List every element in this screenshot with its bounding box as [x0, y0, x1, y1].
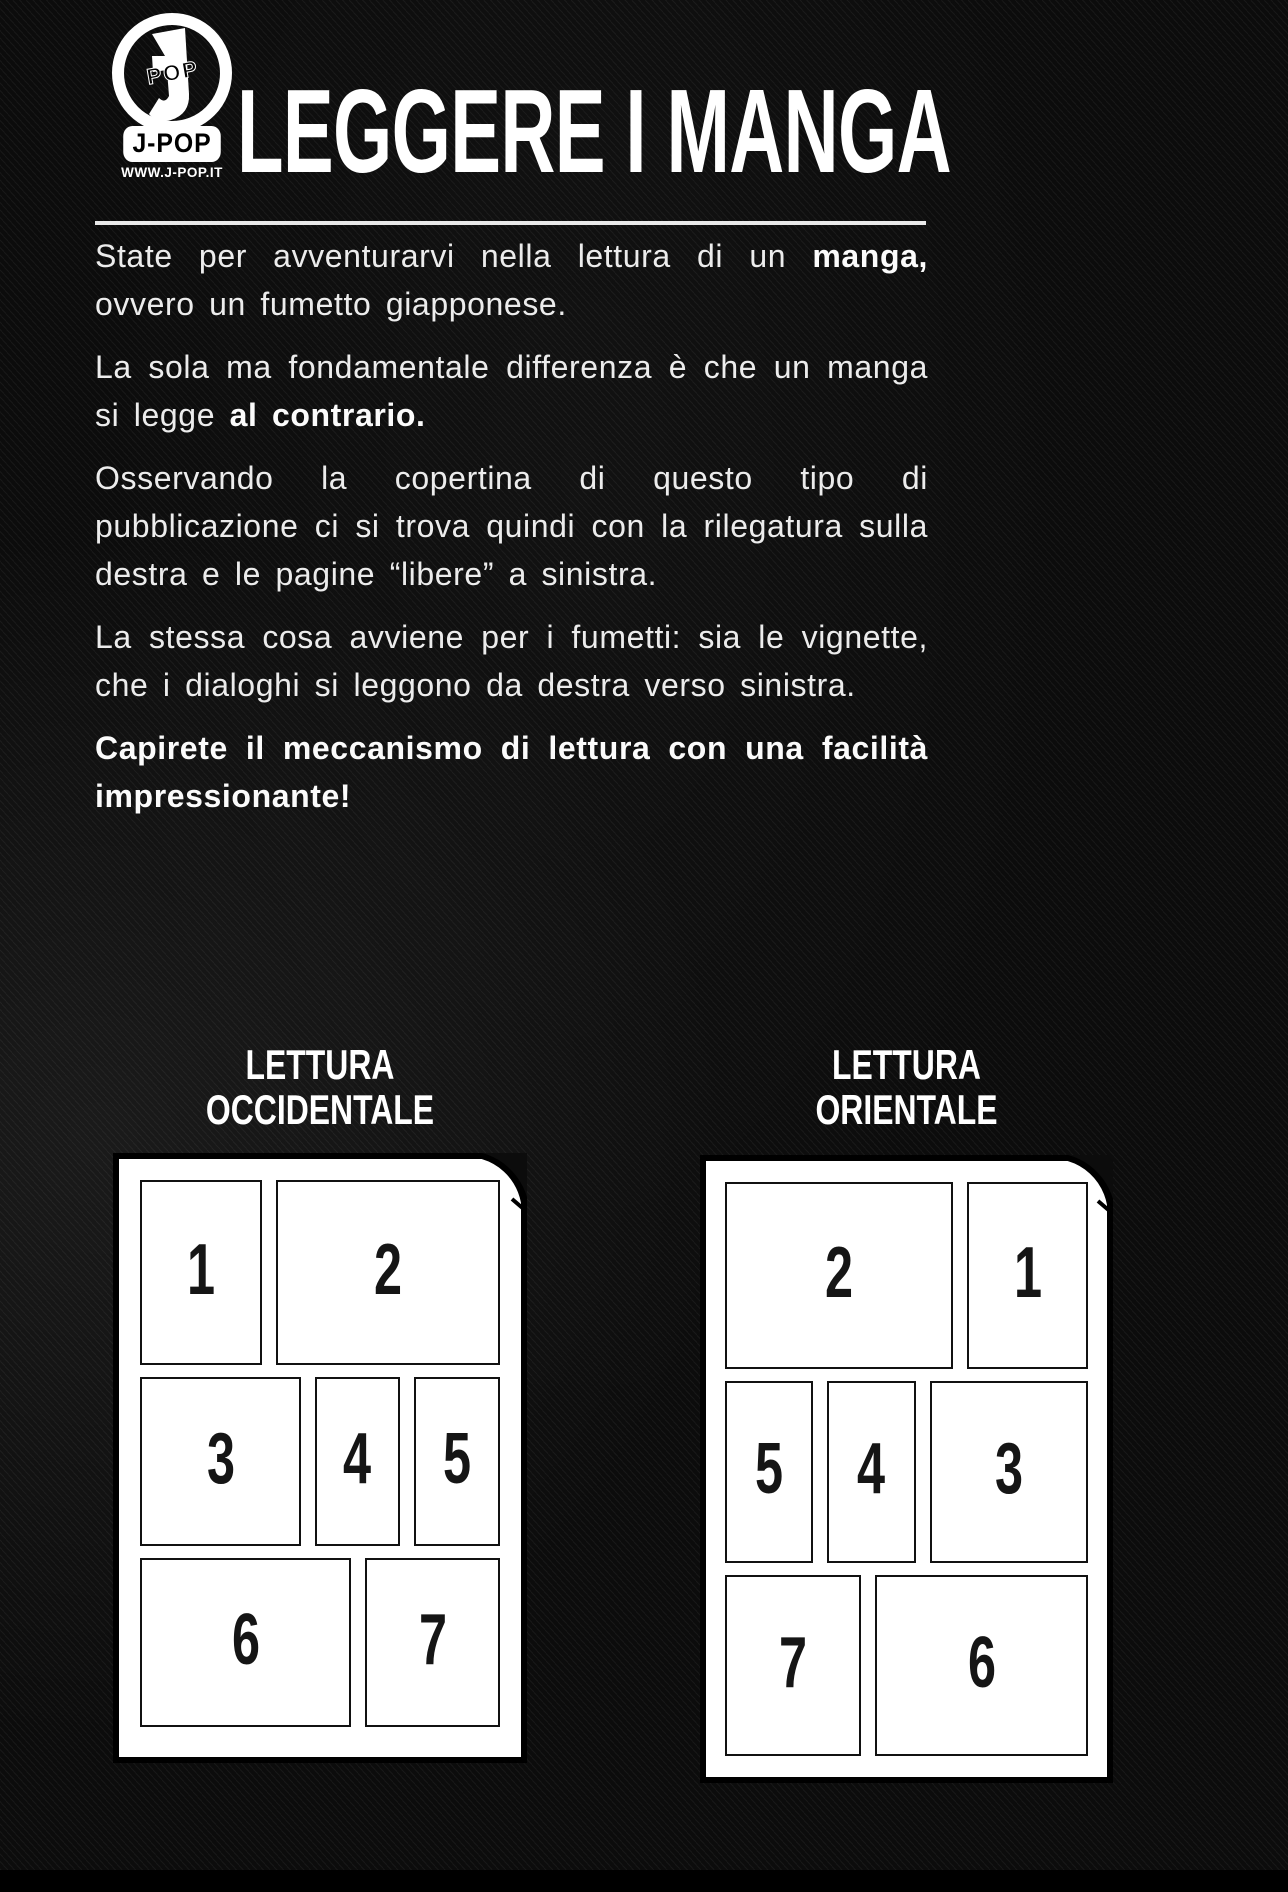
- intro-text: [95, 232, 928, 835]
- eastern-row-3: [725, 1575, 1088, 1756]
- western-reading-title: LETTURA OCCIDENTALE: [205, 1041, 435, 1134]
- title-rule: [95, 221, 926, 225]
- western-row-3: [140, 1558, 500, 1727]
- eastern-row-1: [725, 1182, 1088, 1369]
- page-title: LEGGERE I MANGA: [237, 65, 951, 198]
- panel: 1: [140, 1180, 262, 1365]
- eastern-row-2: [725, 1381, 1088, 1563]
- jpop-logo-icon: [107, 12, 237, 134]
- western-row-1: [140, 1180, 500, 1365]
- jpop-brand-plate: J-POP: [123, 126, 221, 162]
- panel: 6: [875, 1575, 1088, 1756]
- western-row-2: [140, 1377, 500, 1546]
- scan-edge-strip: [0, 1870, 1288, 1892]
- eastern-reading-title: LETTURA ORIENTALE: [815, 1041, 998, 1134]
- paragraph-difference: La sola ma fondamentale differenza è che un manga si legge al contrario.: [95, 349, 928, 433]
- paragraph-manga-intro: State per avventurarvi nella lettura di un manga, ovvero un fumetto giapponese.: [95, 238, 928, 322]
- panel: 6: [140, 1558, 351, 1727]
- panel: 4: [315, 1377, 399, 1546]
- panel: 7: [365, 1558, 500, 1727]
- jpop-url: WWW.J-POP.IT: [121, 165, 223, 180]
- panel: 7: [725, 1575, 861, 1756]
- panel: 3: [930, 1381, 1088, 1563]
- panel: 2: [276, 1180, 500, 1365]
- panel: 4: [827, 1381, 916, 1563]
- jpop-logo: [104, 12, 240, 180]
- panel: 3: [140, 1377, 301, 1546]
- paragraph-reading-direction: La stessa cosa avviene per i fumetti: sia le vignette, che i dialoghi si leggono da destra verso sinistra.: [95, 619, 928, 703]
- jpop-pop-label: POP: [144, 55, 201, 90]
- panel: 5: [725, 1381, 813, 1563]
- paragraph-conclusion: Capirete il meccanismo di lettura con una facilità impressionante!: [95, 730, 928, 814]
- panel: 2: [725, 1182, 953, 1369]
- panel: 1: [967, 1182, 1088, 1369]
- western-page-diagram: [113, 1153, 527, 1763]
- eastern-page-diagram: [700, 1155, 1113, 1783]
- panel: 5: [414, 1377, 500, 1546]
- paragraph-binding: Osservando la copertina di questo tipo di pubblicazione ci si trova quindi con la rilegatura sulla destra e le pagine “libere” a sinistra.: [95, 460, 928, 592]
